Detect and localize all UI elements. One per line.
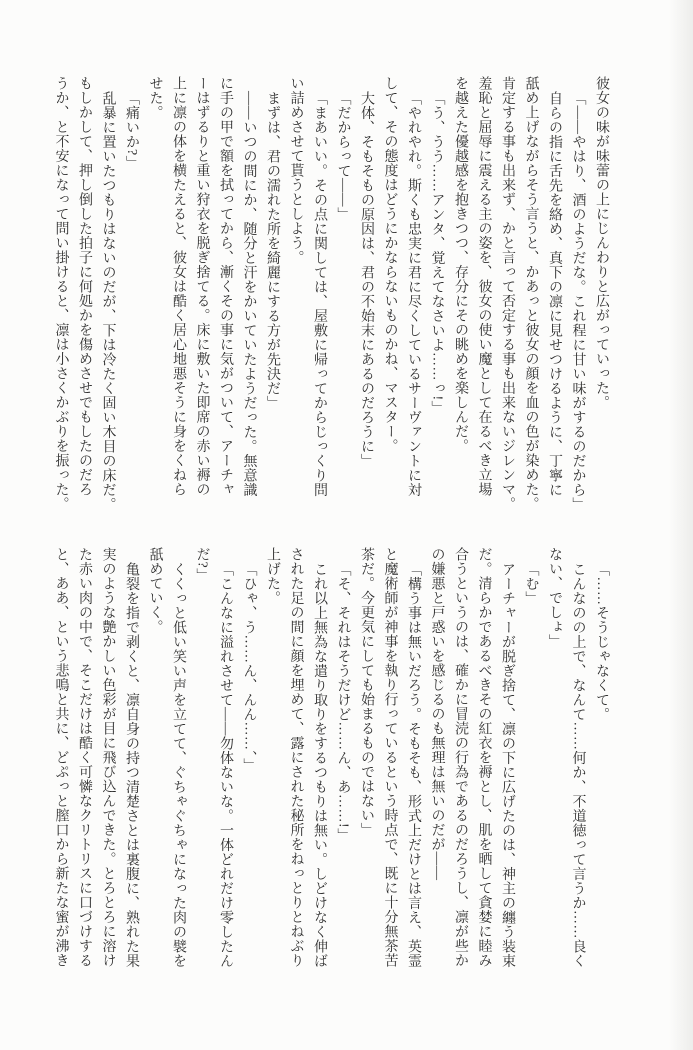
text-line: い詰めさせて貰うとしよう。 <box>288 76 304 265</box>
text-line: だ?」 <box>194 547 210 583</box>
text-line: 大体、そもそもの原因は、君の不始末にあるのだろうに」 <box>359 90 374 468</box>
text-line: こんなのの上で、なんて……何か、不道徳って言うか……良く <box>570 561 586 968</box>
text-line: 茶だ。今更気にしても始まるものではない」 <box>359 547 374 837</box>
text-line: と、ああ、という悲鳴と共に、どぷっと膣口から新たな蜜が沸き <box>53 547 69 968</box>
text-line: 「……そうじゃなくて。 <box>594 561 609 721</box>
text-line: 合うというのは、確かに冒涜の行為であるのだろうし、凛が些か <box>453 547 468 968</box>
text-line: と魔術師が神事を執り行っているという時点で、既に十分無茶苦 <box>382 547 398 968</box>
text-line: 羞恥と屈辱に震える主の姿を、彼女の使い魔として在るべき立場 <box>476 76 492 497</box>
text-line: を越えた優越感を抱きつつ、存分にその眺めを楽しんだ。 <box>453 76 468 453</box>
text-line: ――いつの間にか、随分と汗をかいていたようだった。無意識 <box>241 90 257 497</box>
text-line: 舐めていく。 <box>147 547 163 634</box>
text-line: 彼女の味が味蕾の上にじんわりと広がっていった。 <box>594 76 609 410</box>
text-line: 「む」 <box>523 561 539 605</box>
text-line: 亀裂を指で剥くと、凛自身の持つ清楚さとは裏腹に、熟れた果 <box>124 561 139 968</box>
text-line: 「――やはり、酒のようだな。これ程に甘い味がするのだから」 <box>570 90 586 511</box>
text-line: 自らの指に舌先を絡め、真下の凛に見せつけるように、丁寧に <box>547 90 562 497</box>
text-line: 「まあいい。その点に関しては、屋敷に帰ってからじっくり問 <box>312 90 327 497</box>
text-line: ない、でしょ」 <box>547 547 562 649</box>
text-line: 「こんなに溢れさせて――勿体ないな。一体どれだけ零したん <box>218 561 233 968</box>
text-line: 「う、うう……アンタ、覚えてなさいよ……っ!」 <box>429 90 445 415</box>
text-line: 実のような艶かしい色彩が目に飛び込んできた。とろとろに溶け <box>100 547 116 968</box>
page-text-bottom <box>49 547 613 986</box>
text-line: うか、と不安になって問い掛けると、凛は小さくかぶりを振った。 <box>53 76 69 511</box>
text-line: 「構う事は無いだろう。そもそも、形式上だけとは言え、英霊 <box>406 561 421 968</box>
text-line: 乱暴に置いたつもりはないのだが、下は冷たく固い木目の床だ。 <box>100 90 116 511</box>
text-line: 「そ、それはそうだけど……ん、あ……!」 <box>335 561 351 843</box>
text-line: まずは、君の濡れた所を綺麗にする方が先決だ」 <box>265 90 280 410</box>
text-line: の嫌悪と戸惑いを感じるのも無理は無いのだが―― <box>429 547 445 881</box>
text-line: た赤い肉の中で、そこだけは酷く可憐なクリトリスに口づけする <box>77 547 92 968</box>
text-line: 舐め上げながらそう言うと、かあっと彼女の顔を血の色が染めた。 <box>523 76 539 511</box>
scan-edge-shadow <box>669 0 693 1050</box>
page-text-top <box>49 76 613 513</box>
text-line: して、その態度はどうにかならないものかね、マスター。 <box>382 76 398 453</box>
text-line: 「だからって――」 <box>335 90 351 221</box>
text-line: された足の間に顔を埋めて、露にされた秘所をねっとりとねぶり <box>288 547 304 968</box>
text-line: 肯定する事も出来ず、かと言って否定する事も出来ないジレンマ。 <box>500 76 515 511</box>
text-line: 「痛いか?」 <box>124 90 139 170</box>
text-line: 「ひゃ、う……ん、んん……、」 <box>241 561 257 772</box>
text-line: もしかして、押し倒した拍子に何処かを傷めさせでもしたのだろ <box>77 76 92 497</box>
text-line: に手の甲で額を拭ってから、漸くその事に気がついて、アーチャ <box>218 76 233 497</box>
text-line: せた。 <box>147 76 163 120</box>
text-line: くくっと低い笑い声を立てて、ぐちゃぐちゃになった肉の襞を <box>171 561 186 968</box>
text-line: だ。清らかであるべきその紅衣を褥とし、肌を晒して貪婪に睦み <box>476 547 492 968</box>
text-line: 上に凛の体を横たえると、彼女は酷く居心地悪そうに身をくねら <box>171 76 186 497</box>
text-line: ーはずるりと重い狩衣を脱ぎ捨てる。床に敷いた即席の赤い褥の <box>194 76 210 497</box>
text-line: アーチャーが脱ぎ捨て、凛の下に広げたのは、神主の纏う装束 <box>500 561 515 968</box>
text-line: 「やれやれ。斯くも忠実に君に尽くしているサーヴァントに対 <box>406 90 421 497</box>
text-line: これ以上無為な遣り取りをするつもりは無い。しどけなく伸ば <box>312 561 327 968</box>
text-line: 上げた。 <box>265 547 280 605</box>
